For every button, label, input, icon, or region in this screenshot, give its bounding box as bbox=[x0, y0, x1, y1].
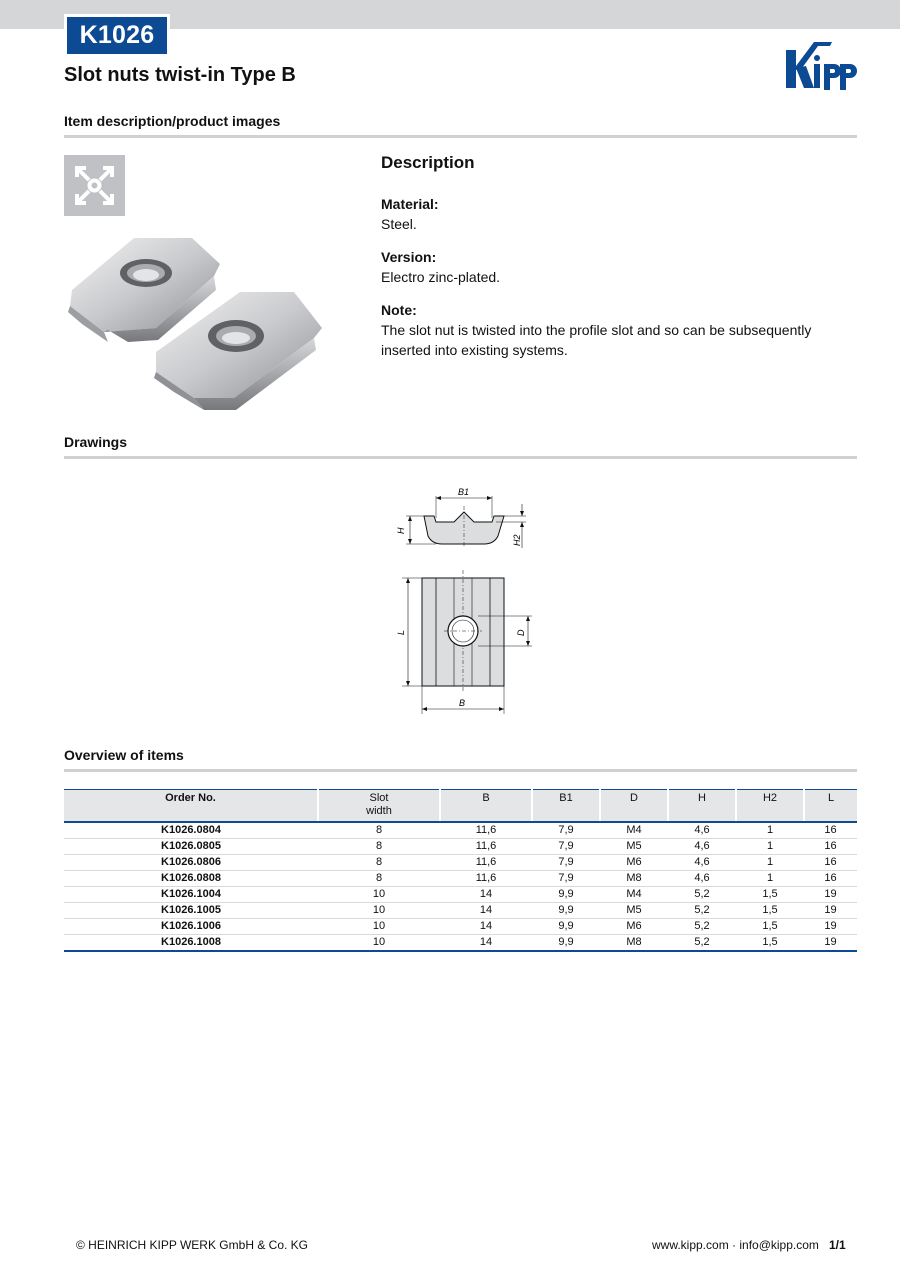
footer-page-number: 1/1 bbox=[829, 1238, 846, 1252]
cell-l: 16 bbox=[804, 871, 857, 887]
order-number: K1026.0808 bbox=[64, 871, 318, 887]
table-row bbox=[64, 855, 857, 871]
col-h: H bbox=[668, 790, 736, 823]
cell-b: 11,6 bbox=[440, 839, 532, 855]
cell-slot-width: 8 bbox=[318, 871, 440, 887]
cell-l: 19 bbox=[804, 887, 857, 903]
material-text: Steel. bbox=[381, 216, 417, 232]
order-number: K1026.1008 bbox=[64, 935, 318, 952]
cell-h2: 1 bbox=[736, 855, 804, 871]
label-b1: B1 bbox=[458, 487, 470, 497]
cell-b: 14 bbox=[440, 887, 532, 903]
label-d: D bbox=[516, 629, 526, 636]
col-slot-width-label: Slot width bbox=[366, 792, 392, 817]
cell-b1: 9,9 bbox=[532, 887, 600, 903]
label-h2: H2 bbox=[512, 534, 522, 546]
cell-b1: 9,9 bbox=[532, 919, 600, 935]
cell-h: 5,2 bbox=[668, 887, 736, 903]
cell-slot-width: 8 bbox=[318, 822, 440, 839]
cell-b1: 9,9 bbox=[532, 903, 600, 919]
product-code: K1026 bbox=[67, 17, 167, 54]
table-row bbox=[64, 903, 857, 919]
cell-b1: 7,9 bbox=[532, 839, 600, 855]
description-title: Description bbox=[381, 153, 475, 172]
cell-d: M4 bbox=[600, 822, 668, 839]
table-row bbox=[64, 822, 857, 839]
col-d: D bbox=[600, 790, 668, 823]
cell-h2: 1,5 bbox=[736, 887, 804, 903]
cell-b: 11,6 bbox=[440, 822, 532, 839]
logo-text: kipp bbox=[780, 36, 782, 37]
cell-b: 11,6 bbox=[440, 855, 532, 871]
cell-b1: 7,9 bbox=[532, 822, 600, 839]
order-number: K1026.0805 bbox=[64, 839, 318, 855]
cell-d: M5 bbox=[600, 903, 668, 919]
cell-l: 19 bbox=[804, 919, 857, 935]
cell-h: 4,6 bbox=[668, 839, 736, 855]
col-slot-width bbox=[318, 790, 440, 823]
cell-b: 14 bbox=[440, 935, 532, 952]
items-table-body bbox=[64, 822, 857, 951]
cell-l: 19 bbox=[804, 935, 857, 952]
page-title: Slot nuts twist-in Type B bbox=[64, 64, 296, 86]
table-row bbox=[64, 919, 857, 935]
technical-drawing bbox=[384, 478, 536, 720]
col-h2: H2 bbox=[736, 790, 804, 823]
cell-h: 4,6 bbox=[668, 871, 736, 887]
kipp-logo bbox=[780, 36, 860, 94]
cell-b1: 7,9 bbox=[532, 855, 600, 871]
cell-d: M6 bbox=[600, 919, 668, 935]
cell-h2: 1,5 bbox=[736, 935, 804, 952]
note-label: Note: bbox=[381, 302, 417, 318]
table-row bbox=[64, 935, 857, 952]
cell-b: 14 bbox=[440, 919, 532, 935]
section-drawings: Drawings bbox=[64, 434, 857, 459]
col-b1: B1 bbox=[532, 790, 600, 823]
cell-d: M4 bbox=[600, 887, 668, 903]
cell-slot-width: 8 bbox=[318, 855, 440, 871]
cell-b: 14 bbox=[440, 903, 532, 919]
cell-d: M6 bbox=[600, 855, 668, 871]
cell-h: 5,2 bbox=[668, 935, 736, 952]
version-label: Version: bbox=[381, 249, 437, 265]
cell-h: 4,6 bbox=[668, 855, 736, 871]
cell-l: 16 bbox=[804, 822, 857, 839]
cell-slot-width: 10 bbox=[318, 935, 440, 952]
label-l: L bbox=[396, 629, 406, 635]
cell-l: 16 bbox=[804, 839, 857, 855]
cell-h2: 1 bbox=[736, 871, 804, 887]
table-row bbox=[64, 887, 857, 903]
cell-slot-width: 10 bbox=[318, 887, 440, 903]
material-label: Material: bbox=[381, 196, 439, 212]
cell-b1: 7,9 bbox=[532, 871, 600, 887]
order-number: K1026.1005 bbox=[64, 903, 318, 919]
cell-h2: 1 bbox=[736, 839, 804, 855]
description-panel bbox=[381, 153, 857, 374]
label-b: B bbox=[459, 698, 466, 708]
cell-h: 4,6 bbox=[668, 822, 736, 839]
expand-image-icon[interactable] bbox=[64, 155, 125, 216]
table-row bbox=[64, 839, 857, 855]
order-number: K1026.1004 bbox=[64, 887, 318, 903]
cell-l: 16 bbox=[804, 855, 857, 871]
cell-slot-width: 10 bbox=[318, 903, 440, 919]
cell-d: M8 bbox=[600, 935, 668, 952]
items-table-header bbox=[64, 790, 857, 823]
table-row bbox=[64, 871, 857, 887]
cell-d: M5 bbox=[600, 839, 668, 855]
order-number: K1026.1006 bbox=[64, 919, 318, 935]
items-table bbox=[64, 789, 857, 952]
cell-d: M8 bbox=[600, 871, 668, 887]
cell-h2: 1,5 bbox=[736, 903, 804, 919]
section-item-description: Item description/product images bbox=[64, 113, 857, 138]
cell-slot-width: 8 bbox=[318, 839, 440, 855]
col-order-no: Order No. bbox=[64, 790, 318, 823]
col-b: B bbox=[440, 790, 532, 823]
cell-h2: 1 bbox=[736, 822, 804, 839]
footer-contact[interactable]: www.kipp.com · info@kipp.com bbox=[652, 1238, 819, 1252]
cell-h2: 1,5 bbox=[736, 919, 804, 935]
order-number: K1026.0806 bbox=[64, 855, 318, 871]
cell-l: 19 bbox=[804, 903, 857, 919]
product-photo bbox=[64, 232, 322, 412]
order-number: K1026.0804 bbox=[64, 822, 318, 839]
cell-b: 11,6 bbox=[440, 871, 532, 887]
cell-h: 5,2 bbox=[668, 903, 736, 919]
cell-slot-width: 10 bbox=[318, 919, 440, 935]
col-l: L bbox=[804, 790, 857, 823]
label-h: H bbox=[396, 527, 406, 534]
version-text: Electro zinc-plated. bbox=[381, 269, 501, 285]
cell-b1: 9,9 bbox=[532, 935, 600, 952]
section-overview: Overview of items bbox=[64, 747, 857, 772]
product-code-badge bbox=[64, 14, 170, 57]
note-text: The slot nut is twisted into the profile slot and so can be subsequently inserted into existing systems. bbox=[381, 322, 812, 358]
cell-h: 5,2 bbox=[668, 919, 736, 935]
footer-copyright: © HEINRICH KIPP WERK GmbH & Co. KG bbox=[76, 1238, 308, 1252]
